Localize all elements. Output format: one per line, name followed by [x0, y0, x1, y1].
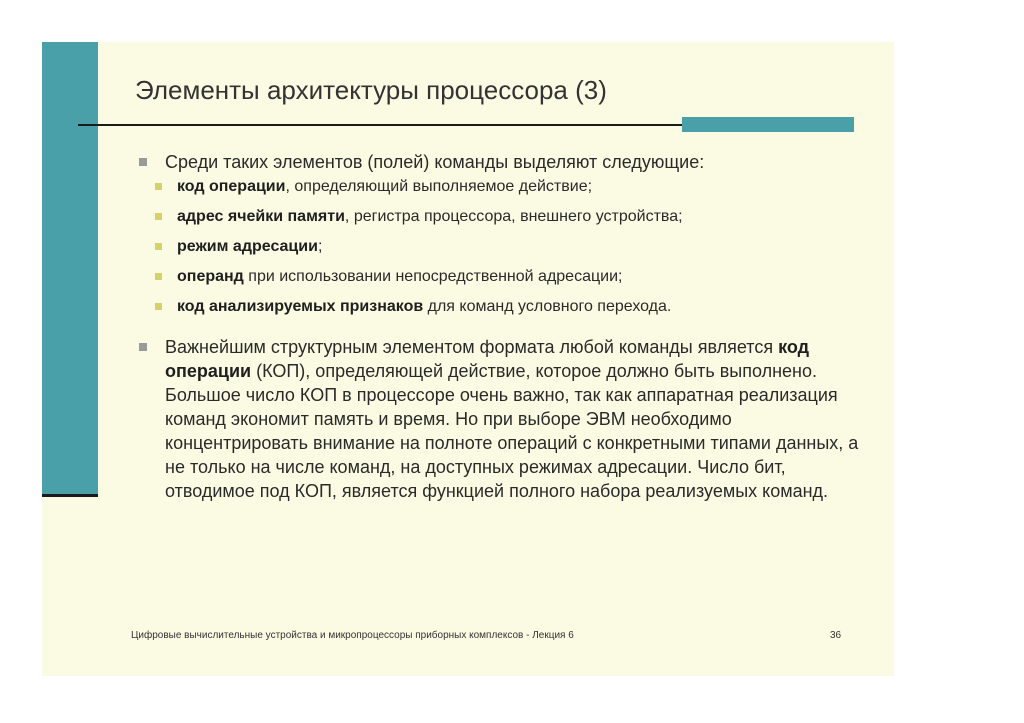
- title-accent-bar: [682, 117, 854, 132]
- square-bullet-icon: [155, 183, 162, 190]
- square-bullet-icon: [155, 243, 162, 250]
- sub-bullet-term: код анализируемых признаков: [177, 298, 424, 315]
- bullet-item: [137, 150, 857, 174]
- sub-bullet-item: [153, 297, 857, 327]
- sub-bullet-term: адрес ячейки памяти: [177, 208, 345, 225]
- bullet-text: Среди таких элементов (полей) команды выделяют следующие:: [165, 152, 705, 172]
- sub-bullet-item: [153, 177, 857, 207]
- left-accent-bar: [42, 42, 98, 496]
- slide-content: [137, 150, 857, 503]
- sub-bullet-text: для команд условного перехода.: [423, 298, 672, 315]
- title-divider: [78, 124, 752, 126]
- bullet-text-continued: (КОП), определяющей действие, которое должно быть выполнено. Большое число КОП в процессоре очень важно, так как аппаратная реализация команд экономит память и время. Но при выборе ЭВМ необходимо концентрировать внимание на полноте операций с конкретными типами данных, а не только на числе команд, на доступных режимах адресации. Число бит, отводимое под КОП, является функцией полного набора реализуемых команд.: [165, 361, 859, 501]
- sub-bullet-term: операнд: [177, 268, 244, 285]
- sub-bullet-text: , определяющий выполняемое действие;: [285, 178, 593, 195]
- slide: [42, 42, 894, 676]
- sub-bullet-list: [137, 177, 857, 327]
- square-bullet-icon: [155, 213, 162, 220]
- bullet-item: [137, 335, 865, 503]
- square-bullet-icon: [139, 343, 147, 351]
- page-number: 36: [830, 630, 842, 641]
- sub-bullet-text: , регистра процессора, внешнего устройства;: [344, 208, 683, 225]
- bullet-term: код операции: [165, 337, 810, 381]
- square-bullet-icon: [155, 273, 162, 280]
- sub-bullet-item: [153, 237, 857, 267]
- left-accent-underline: [42, 494, 98, 497]
- slide-footer: Цифровые вычислительные устройства и микропроцессоры приборных комплексов - Лекция 6: [131, 630, 574, 641]
- sub-bullet-text: при использовании непосредственной адресации;: [243, 268, 623, 285]
- sub-bullet-item: [153, 207, 857, 237]
- slide-title: Элементы архитектуры процессора (3): [135, 75, 607, 105]
- square-bullet-icon: [139, 158, 147, 166]
- square-bullet-icon: [155, 303, 162, 310]
- sub-bullet-term: режим адресации: [177, 238, 318, 255]
- sub-bullet-term: код операции: [177, 178, 286, 195]
- bullet-text: Важнейшим структурным элементом формата любой команды является: [165, 337, 779, 357]
- sub-bullet-text: ;: [317, 238, 323, 255]
- sub-bullet-item: [153, 267, 857, 297]
